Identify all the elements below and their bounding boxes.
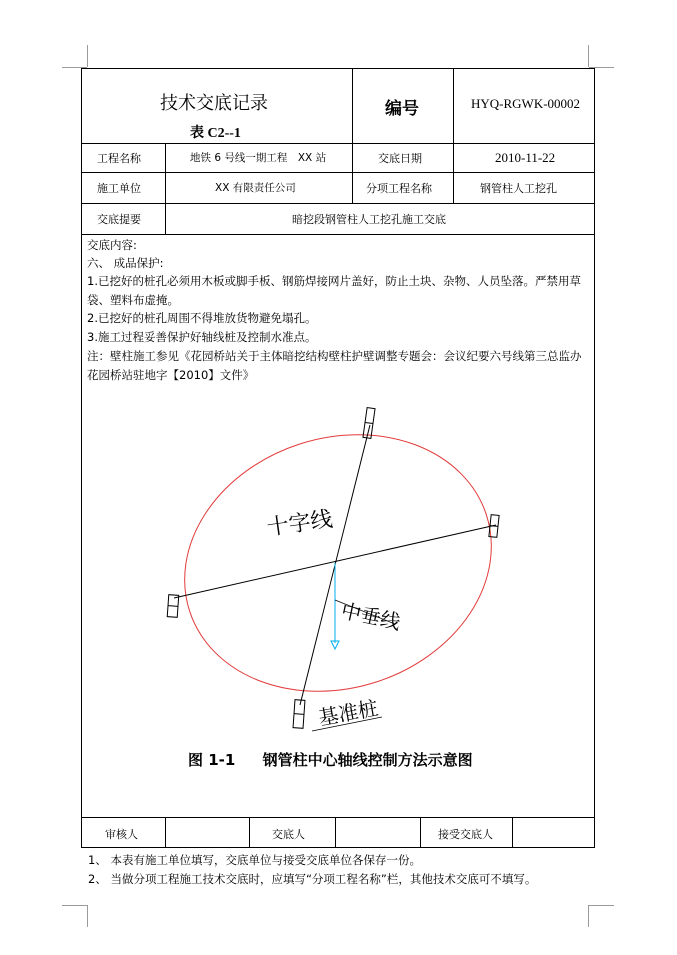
receiver-label: 接受交底人 <box>438 828 493 841</box>
caption-number: 图 1-1 <box>188 751 236 769</box>
caption-text: 钢管柱中心轴线控制方法示意图 <box>262 751 473 769</box>
summary-value: 暗挖段钢管柱人工挖孔施工交底 <box>292 213 446 226</box>
col-divider <box>165 143 166 234</box>
crop-mark <box>588 905 589 927</box>
content-item: 3.施工过程妥善保护好轴线桩及控制水准点。 <box>87 330 317 344</box>
marker-stake-top <box>363 408 375 439</box>
marker-stake-left <box>167 595 179 618</box>
content-item: 1.已挖好的桩孔必须用木板或脚手板、钢筋焊接网片盖好，防止土块、杂物、人员坠落。严禁用草袋、塑料布虚掩。 <box>87 274 581 307</box>
project-name-value: 地铁 6 号线一期工程 XX 站 <box>190 152 327 164</box>
col-divider <box>352 68 353 203</box>
summary-label: 交底提要 <box>97 213 141 226</box>
benchmark-label: 基准桩 <box>316 695 380 730</box>
row-divider <box>81 234 595 235</box>
unit-value: XX 有限责任公司 <box>215 182 296 194</box>
subproject-value: 钢管柱人工挖孔 <box>480 182 557 195</box>
col-divider <box>420 817 421 848</box>
footnote: 1、 本表有施工单位填写，交底单位与接受交底单位各保存一份。 <box>88 853 421 867</box>
col-divider <box>453 68 454 203</box>
crop-mark <box>87 905 88 927</box>
section-heading: 六、 成品保护: <box>87 256 164 270</box>
col-divider <box>249 817 250 848</box>
plumb-line-label: 中垂线 <box>338 598 403 635</box>
unit-label: 施工单位 <box>97 182 141 195</box>
document-title: 技术交底记录 <box>160 93 268 114</box>
col-divider <box>335 817 336 848</box>
col-divider <box>512 817 513 848</box>
footnote: 2、 当做分项工程施工技术交底时，应填写“分项工程名称”栏，其他技术交底可不填写。 <box>88 872 537 886</box>
reviewer-label: 审核人 <box>105 828 138 841</box>
row-divider <box>81 817 595 818</box>
row-divider <box>81 143 595 144</box>
figure-caption <box>188 749 473 770</box>
code-label: 编号 <box>385 99 419 119</box>
content-item: 2.已挖好的桩孔周围不得堆放货物避免塌孔。 <box>87 311 317 325</box>
crop-mark <box>588 45 589 67</box>
discloser-label: 交底人 <box>272 828 305 841</box>
remark: 注：壁柱施工参见《花园桥站关于主体暗挖结构壁柱护壁调整专题会：会议纪要六号线第三总监办花园桥站驻地字【2010】文件》 <box>87 349 582 382</box>
row-divider <box>81 172 595 173</box>
code-value: HYQ-RGWK-00002 <box>471 96 581 111</box>
content-heading: 交底内容: <box>87 238 137 252</box>
col-divider <box>165 817 166 848</box>
date-value: 2010-11-22 <box>495 150 556 165</box>
crop-mark <box>62 905 87 906</box>
row-divider <box>81 203 595 204</box>
subproject-label: 分项工程名称 <box>366 182 432 195</box>
date-label: 交底日期 <box>378 152 422 165</box>
cross-line-label: 十字线 <box>265 506 335 541</box>
crop-mark <box>589 905 614 906</box>
form-number: 表 C2--1 <box>190 126 241 141</box>
marker-stake-bottom <box>293 700 305 729</box>
project-name-label: 工程名称 <box>97 152 141 165</box>
axis-control-diagram <box>150 395 520 745</box>
crop-mark <box>87 45 88 67</box>
